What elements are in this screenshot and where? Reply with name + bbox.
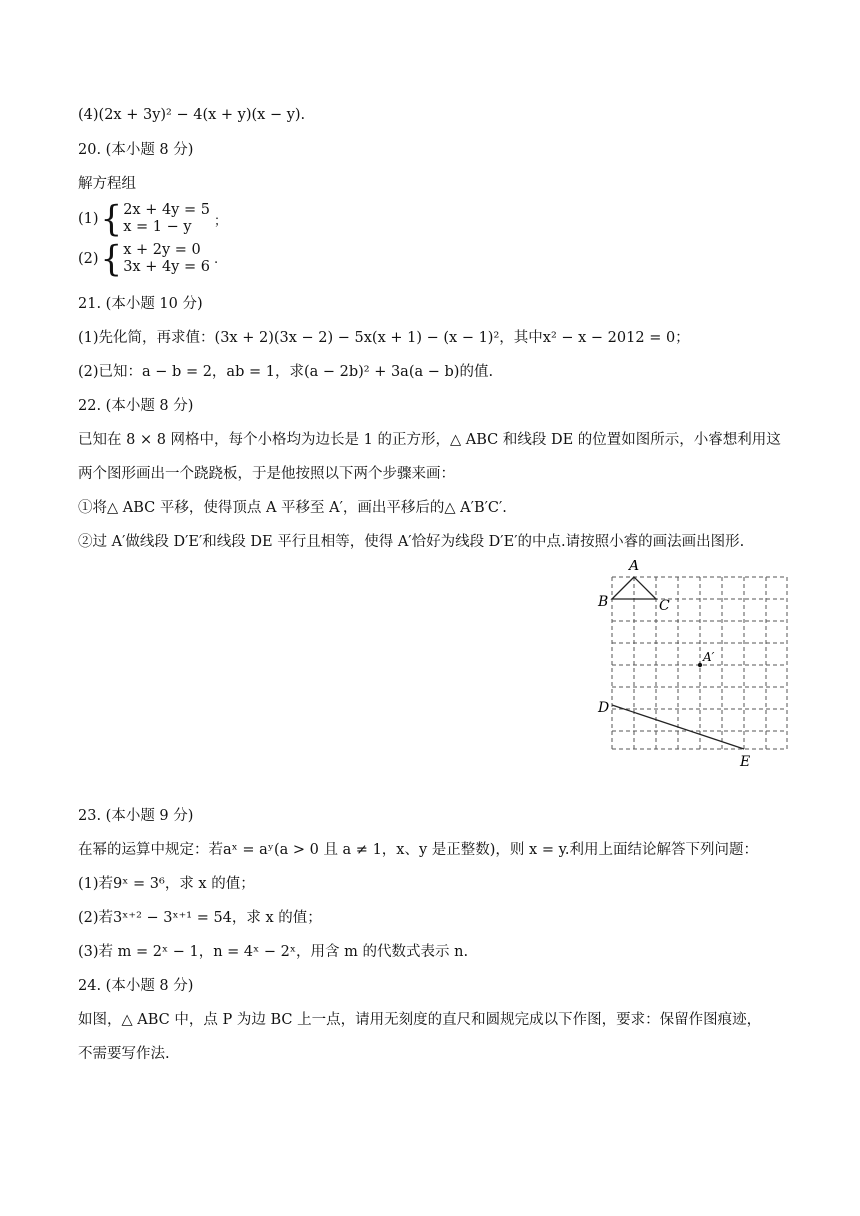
q21-part2: (2)已知：a − b = 2，ab = 1，求(a − 2b)² + 3a(a − b)的值. [78, 364, 494, 380]
brace-icon: { [100, 238, 123, 280]
system-1-eq2: x = 1 − y [123, 219, 192, 235]
system-2-label: (2) [78, 251, 99, 267]
label-b: B [598, 594, 609, 610]
brace-icon: { [100, 198, 123, 240]
q23-heading: 23. (本小题 9 分) [78, 808, 194, 824]
system-2-tail: . [213, 251, 219, 267]
system-1-label: (1) [78, 211, 99, 227]
label-a-prime: A′ [703, 650, 715, 664]
q22-heading: 22. (本小题 8 分) [78, 398, 194, 414]
q19-part4: (4)(2x + 3y)² − 4(x + y)(x − y). [78, 107, 306, 123]
q22-grid-figure [590, 560, 800, 772]
system-2-eq1: x + 2y = 0 [123, 242, 201, 258]
label-c: C [659, 598, 670, 614]
label-d: D [598, 700, 610, 716]
q24-line2: 不需要写作法. [78, 1046, 170, 1062]
label-e: E [740, 754, 751, 770]
q22-step1: ①将△ ABC 平移，使得顶点 A 平移至 A′，画出平移后的△ A′B′C′. [78, 500, 507, 516]
q22-line1: 已知在 8 × 8 网格中，每个小格均为边长是 1 的正方形，△ ABC 和线段 DE 的位置如图所示，小睿想利用这 [78, 432, 781, 448]
system-1-eq1: 2x + 4y = 5 [123, 202, 210, 218]
label-a: A [629, 560, 640, 574]
system-2-eq2: 3x + 4y = 6 [123, 259, 210, 275]
q21-heading: 21. (本小题 10 分) [78, 296, 203, 312]
system-1-tail: ； [213, 213, 227, 229]
point-a-prime [698, 663, 702, 667]
q23-intro: 在幂的运算中规定：若aˣ = aʸ(a > 0 且 a ≠ 1，x、y 是正整数)，则 x = y.利用上面结论解答下列问题： [78, 842, 758, 858]
q22-line2: 两个图形画出一个跷跷板，于是他按照以下两个步骤来画： [78, 466, 455, 482]
q20-heading: 20. (本小题 8 分) [78, 142, 194, 158]
q20-system-1 [78, 198, 227, 240]
q24-heading: 24. (本小题 8 分) [78, 978, 194, 994]
q23-part2: (2)若3ˣ⁺² − 3ˣ⁺¹ = 54，求 x 的值； [78, 910, 322, 926]
q23-part1: (1)若9ˣ = 3⁶，求 x 的值； [78, 876, 255, 892]
q24-line1: 如图，△ ABC 中，点 P 为边 BC 上一点，请用无刻度的直尺和圆规完成以下作图，要求：保留作图痕迹， [78, 1012, 762, 1028]
q22-step2: ②过 A′做线段 D′E′和线段 DE 平行且相等，使得 A′恰好为线段 D′E′的中点.请按照小睿的画法画出图形. [78, 534, 745, 550]
q23-part3: (3)若 m = 2ˣ − 1，n = 4ˣ − 2ˣ，用含 m 的代数式表示 n. [78, 944, 469, 960]
q21-part1: (1)先化简，再求值：(3x + 2)(3x − 2) − 5x(x + 1) − (x − 1)²，其中x² − x − 2012 = 0； [78, 330, 690, 346]
q20-system-2 [78, 238, 219, 280]
q20-intro: 解方程组 [78, 176, 136, 192]
